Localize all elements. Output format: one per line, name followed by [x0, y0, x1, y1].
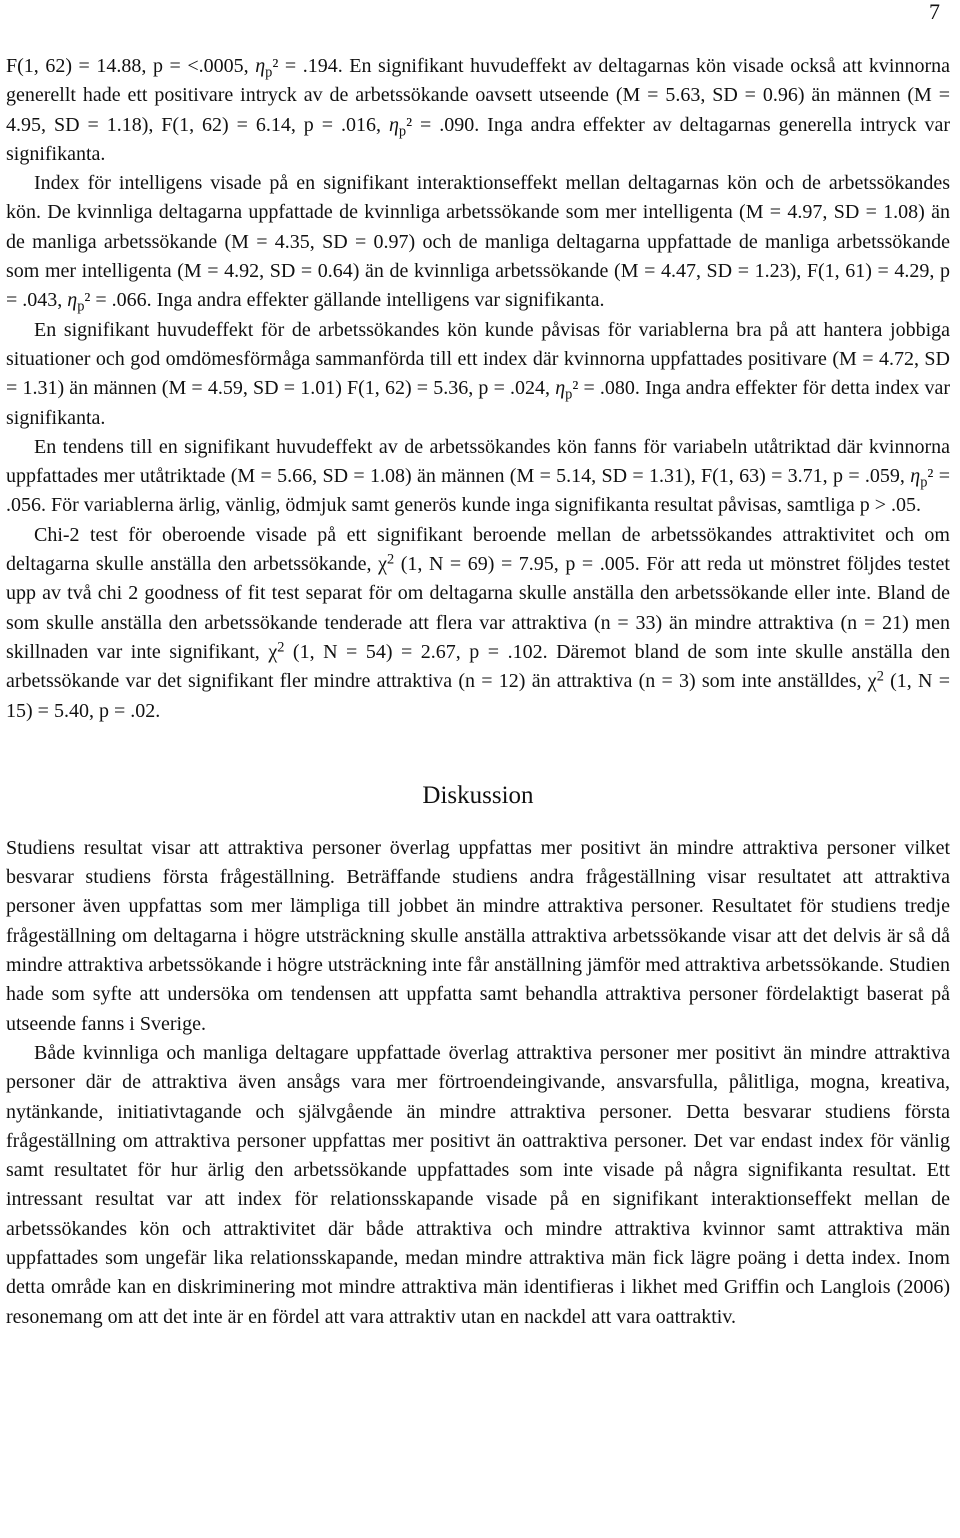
discussion-paragraph-1: Studiens resultat visar att attraktiva personer överlag uppfattas mer positivt än mindre attraktiva personer vilket besvarar studiens första frågeställning. Beträffande studiens andra frågeställning visar resultatet att attraktiva personer även uppfattas som mer lämpliga till jobbet än mindre attraktiva personer. Resultatet för studiens tredje frågeställning om deltagarna i högre utsträckning skulle anställa attraktiva arbetssökande visar att det delvis är så då mindre attraktiva arbetssökande i högre utsträckning inte får anställning jämför med attraktiva arbetssökande. Studien hade som syfte att undersöka om tendensen att uppfatta samt behandla attraktiva personer fördelaktigt baserat på utseende fanns i Sverige.	[6, 836, 950, 1035]
eta-subscript: p	[77, 298, 85, 315]
eta-exponent: ²	[572, 377, 579, 400]
eta-symbol: η	[388, 113, 399, 136]
text-run: Index för intelligens visade på en signifikant interaktionseffekt mellan deltagarnas kön och de arbetssökandes kön. De kvinnliga deltagarna uppfattade de kvinnliga arbetssökande som mer intelligenta (M = 4.97, SD = 1.08) än de manliga arbetssökande (M = 4.35, SD = 0.97) och de manliga deltagarna uppfattade de manliga arbetssökande som mer intelligenta (M = 4.92, SD = 0.64) än de kvinnliga arbetssökande (M = 4.47, SD = 1.23), F(1, 61) = 4.29, p = .043,	[6, 172, 950, 312]
results-paragraph-1	[6, 52, 950, 169]
eta-exponent: ²	[406, 113, 413, 136]
text-run: = .090. Inga andra effekter av deltagarnas generella intryck var signifikanta.	[6, 113, 950, 165]
eta-exponent: ²	[927, 465, 934, 488]
eta-symbol: η	[910, 465, 921, 488]
eta-symbol: η	[67, 289, 78, 312]
text-run: (1, N = 54) = 2.67, p = .102. Däremot bland de som inte skulle anställa den arbetssökande var det signifikant fler mindre attraktiva (n = 12) än attraktiva (n = 3) som inte anställdes,	[6, 640, 951, 693]
page-number: 7	[929, 0, 940, 24]
text-run: = .194. En signifikant huvudeffekt av deltagarnas kön visade också att kvinnorna generellt hade ett positivare intryck av de arbetssökande oavsett utseende (M = 5.63, SD = 0.96) än männen (M = 4.95, SD = 1.18), F(1, 62) = 6.14, p = .016,	[6, 55, 951, 136]
chi-exponent: 2	[876, 668, 884, 685]
eta-exponent: ²	[84, 289, 91, 312]
eta-exponent: ²	[272, 55, 279, 77]
section-heading-discussion: Diskussion	[422, 781, 534, 809]
text-run: En signifikant huvudeffekt för de arbetssökandes kön kunde påvisas för variablerna bra på att hantera jobbiga situationer och god omdömesförmåga sammanförda till ett index där kvinnorna uppfattades positivare (M = 4.72, SD = 1.31) än männen (M = 4.59, SD = 1.01) F(1, 62) = 5.36, p = .024,	[6, 318, 950, 400]
results-paragraph-3	[6, 316, 950, 433]
results-paragraph-4	[6, 433, 950, 521]
eta-symbol: η	[255, 55, 266, 77]
text-run: Chi-2 test för oberoende visade på ett signifikant beroende mellan de arbetssökandes attraktivitet och om deltagarna skulle anställa den arbetssökande,	[6, 523, 950, 576]
chi-symbol: χ	[378, 553, 387, 576]
eta-subscript: p	[265, 64, 273, 81]
chi-exponent: 2	[386, 551, 395, 568]
chi-symbol: χ	[867, 670, 877, 693]
document-body	[6, 52, 950, 1332]
text-run: En tendens till en signifikant huvudeffekt av de arbetssökandes kön fanns för variabeln utåtriktad där kvinnorna uppfattades mer utåtriktade (M = 5.66, SD = 1.08) än männen (M = 5.14, SD = 1.31), F(1, 63) = 3.71, p = .059,	[6, 435, 950, 488]
text-run: = .056. För variablerna ärlig, vänlig, ödmjuk samt generös kunde inga signifikanta resultat påvisas, samtliga p > .05.	[6, 465, 950, 517]
results-paragraph-2	[6, 169, 950, 315]
eta-subscript: p	[398, 122, 407, 139]
eta-subscript: p	[920, 474, 928, 491]
text-run: = .080. Inga andra effekter för detta index var signifikanta.	[6, 377, 951, 429]
eta-subscript: p	[565, 386, 573, 403]
eta-symbol: η	[555, 377, 566, 400]
text-run: = .066. Inga andra effekter gällande intelligens var signifikanta.	[90, 289, 605, 312]
text-run: (1, N = 69) = 7.95, p = .005. För att reda ut mönstret följdes testet upp av två chi 2 goodness of fit test separat för om deltagarna skulle anställa den arbetssökande eller inte. Bland de som skulle anställa den arbetssökande tenderade att flera var attraktiva (n = 33) än mindre attraktiva (n = 21) men skillnaden var inte signifikant,	[6, 553, 950, 663]
chi-exponent: 2	[277, 639, 285, 656]
results-paragraph-5	[6, 521, 950, 726]
chi-symbol: χ	[268, 640, 278, 663]
text-run: F(1, 62) = 14.88, p = <.0005,	[6, 55, 256, 77]
text-run: (1, N = 15) = 5.40, p = .02.	[6, 670, 950, 722]
discussion-paragraph-2: Både kvinnliga och manliga deltagare uppfattade överlag attraktiva personer mer positivt än mindre attraktiva personer där de attraktiva även ansågs vara mer förtroendeingivande, ansvarsfulla, pålitliga, mogna, kreativa, nytänkande, initiativtagande och självgående än mindre attraktiva personer. Detta besvarar studiens första frågeställning om attraktiva personer uppfattas mer positivt än oattraktiva personer. Det var endast index för vänlig samt resultatet för hur ärlig den arbetssökande uppfattades som inte visade på några signifikanta resultat. Ett intressant resultat var att index för relationsskapande visade på en signifikant interaktionseffekt mellan de arbetssökandes kön och attraktivitet där både attraktiva och mindre attraktiva kvinnor samt attraktiva män uppfattades som ungefär lika relationsskapande, medan mindre attraktiva män fick lägre poäng i detta index. Inom detta område kan en diskriminering mot mindre attraktiva män identifieras i likhet med Griffin och Langlois (2006) resonemang om att det inte är en fördel att vara attraktiv utan en nackdel att vara oattraktiv.	[6, 1041, 950, 1328]
